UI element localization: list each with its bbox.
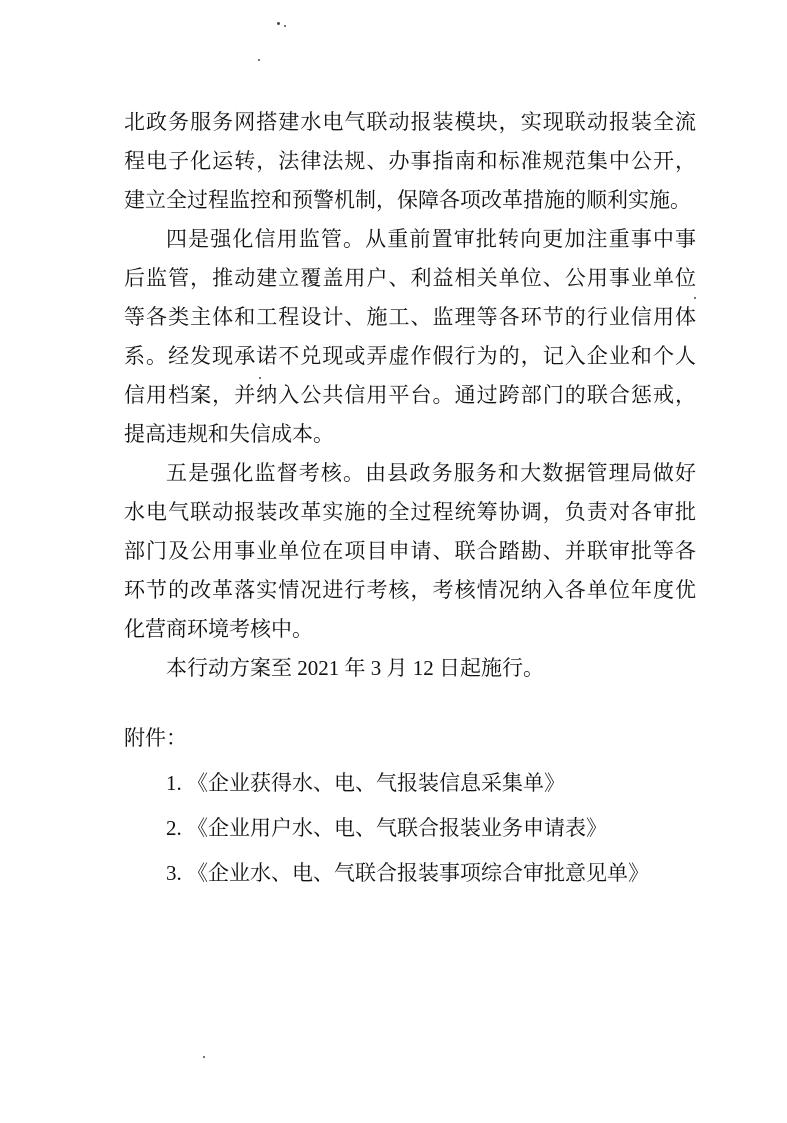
attachments-section [124,716,744,896]
text-line: 化营商环境考核中。 [124,617,313,641]
attachment-list [124,761,744,896]
text-line: 等各类主体和工程设计、施工、监理等各环节的行业信用体 [124,305,696,329]
text-line: 水电气联动报装改革实施的全过程统筹协调，负责对各审批 [124,500,696,524]
text-line: 部门及公用事业单位在项目申请、联合踏勘、并联审批等各 [124,539,696,563]
attachment-item: 3. 《企业水、电、气联合报装事项综合审批意见单》 [166,861,649,885]
text-line: 四是强化信用监管。从重前置审批转向更加注重事中事 [166,227,696,251]
text-line: 本行动方案至 2021 年 3 月 12 日起施行。 [166,656,544,680]
document-body [124,103,696,688]
text-line: 后监管，推动建立覆盖用户、利益相关单位、公用事业单位 [124,266,696,290]
scan-speck [258,59,260,61]
scan-speck [277,22,280,25]
attachment-item: 2. 《企业用户水、电、气联合报装业务申请表》 [166,816,607,840]
text-line: 提高违规和失信成本。 [124,422,334,446]
text-line: 五是强化监督考核。由县政务服务和大数据管理局做好 [166,461,696,485]
text-line: 建立全过程监控和预警机制，保障各项改革措施的顺利实施。 [124,188,691,212]
text-line: 程电子化运转，法律法规、办事指南和标准规范集中公开， [124,149,696,173]
text-line: 环节的改革落实情况进行考核，考核情况纳入各单位年度优 [124,578,696,602]
text-line: 北政务服务网搭建水电气联动报装模块，实现联动报装全流 [124,110,696,134]
text-line: 信用档案，并纳入公共信用平台。通过跨部门的联合惩戒， [124,383,696,407]
attachment-item: 1. 《企业获得水、电、气报装信息采集单》 [166,771,565,795]
scan-speck [203,1056,205,1058]
scan-speck [284,25,286,27]
text-line: 系。经发现承诺不兑现或弄虚作假行为的，记入企业和个人 [124,344,696,368]
attachments-heading: 附件： [124,726,187,750]
